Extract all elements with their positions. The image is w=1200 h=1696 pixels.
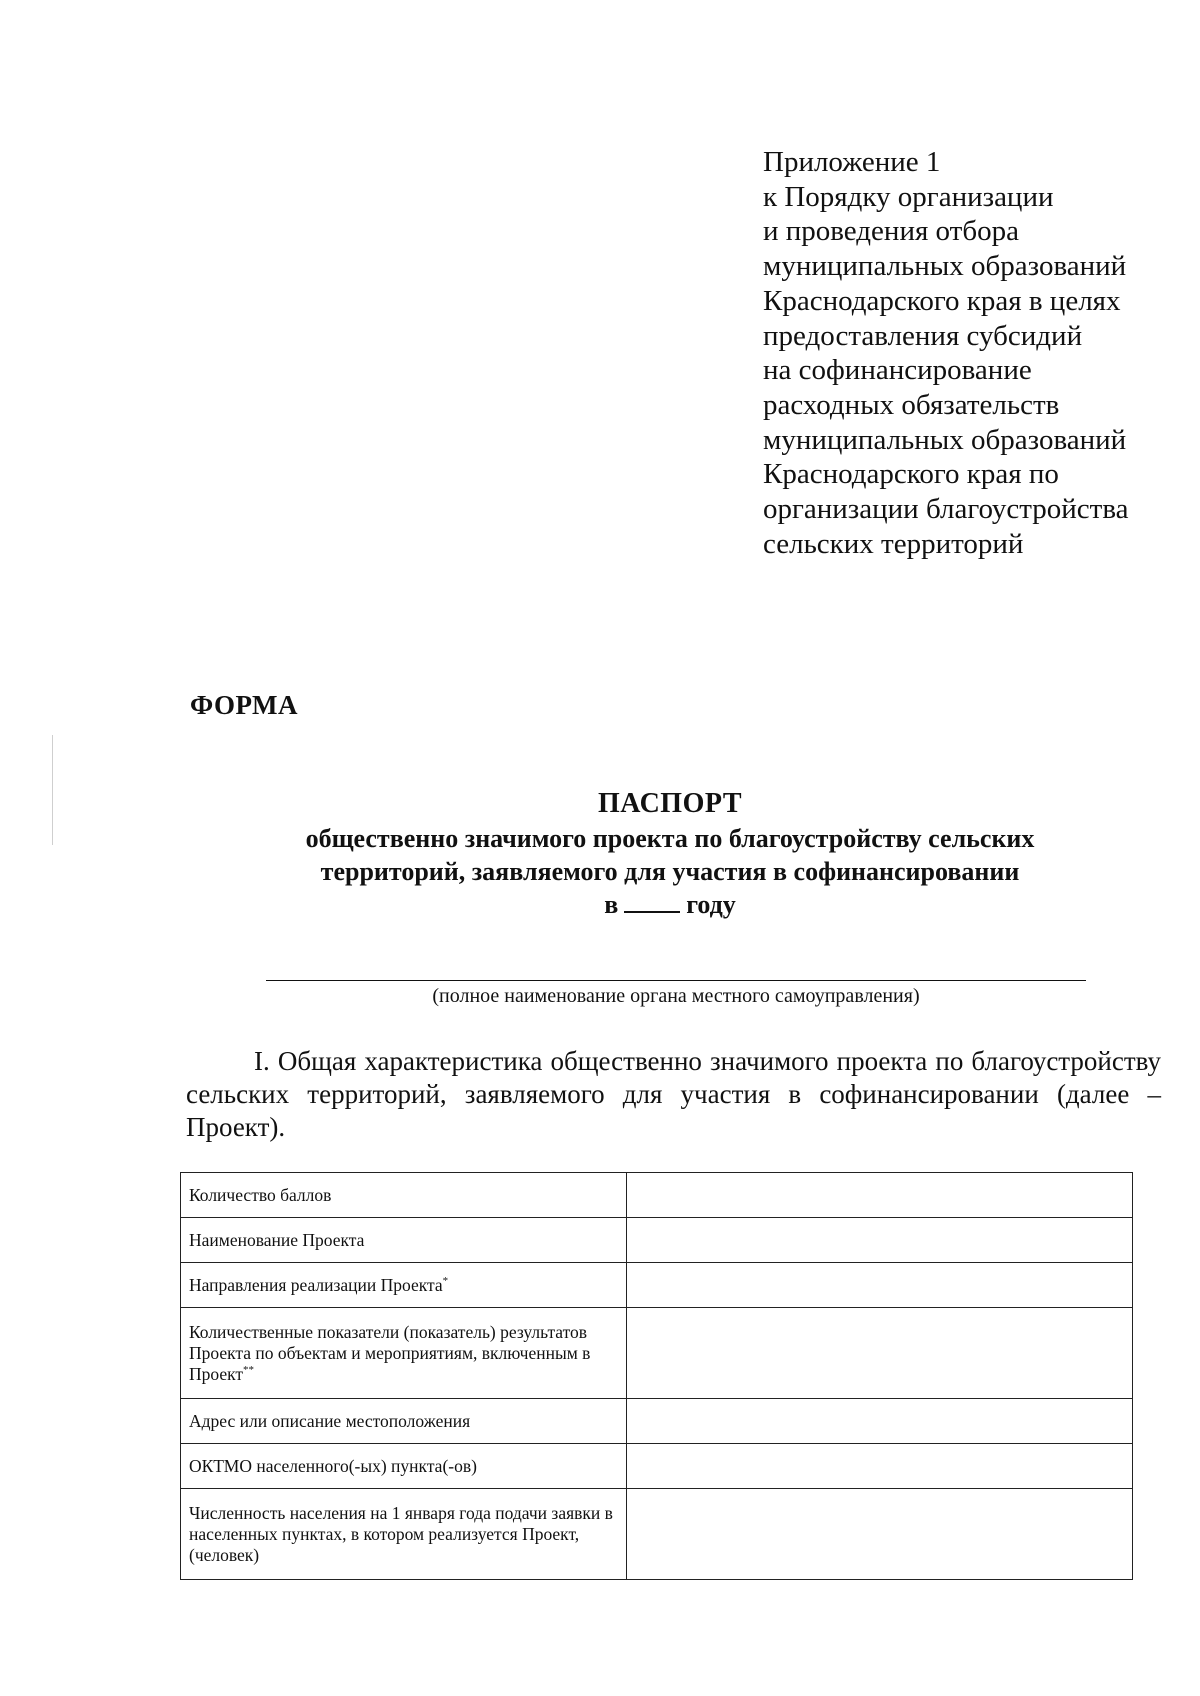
title-line-2: территорий, заявляемого для участия в софинансировании (320, 857, 1020, 886)
form-label: ФОРМА (190, 690, 298, 720)
annex-line: муниципальных образований (763, 250, 1127, 283)
table-row (181, 1444, 1133, 1489)
table-row (181, 1263, 1133, 1308)
table-row (181, 1173, 1133, 1218)
title-line-1: общественно значимого проекта по благоустройству сельских (305, 824, 1035, 853)
annex-line: муниципальных образований (763, 423, 1127, 456)
row-label: Численность населения на 1 января года подачи заявки в населенных пунктах, в котором реализуется Проект, (человек) (181, 1489, 627, 1580)
annex-line: Краснодарского края по (763, 458, 1059, 491)
year-prefix: в (604, 890, 619, 919)
row-label: Наименование Проекта (181, 1218, 627, 1263)
row-label: ОКТМО населенного(-ых) пункта(-ов) (181, 1444, 627, 1489)
annex-line: на софинансирование (763, 354, 1032, 387)
annex-line: сельских территорий (763, 527, 1024, 560)
annex-line: к Порядку организации (763, 180, 1054, 213)
row-label: Количественные показатели (показатель) результатов Проекта по объектам и мероприятиям, включенным в Проект** (181, 1308, 627, 1399)
row-value-cell[interactable] (627, 1218, 1133, 1263)
org-name-field-line[interactable] (266, 980, 1086, 981)
annex-line: предоставления субсидий (763, 319, 1083, 352)
year-blank-field[interactable] (624, 889, 680, 913)
annex-header (763, 145, 1163, 561)
row-value-cell[interactable] (627, 1489, 1133, 1580)
row-value-cell[interactable] (627, 1173, 1133, 1218)
annex-line: Краснодарского края в целях (763, 284, 1121, 317)
scan-edge-mark (52, 735, 53, 845)
footnote-mark: ** (243, 1363, 255, 1376)
table-row (181, 1308, 1133, 1399)
table-row (181, 1489, 1133, 1580)
row-value-cell[interactable] (627, 1444, 1133, 1489)
annex-line: Приложение 1 (763, 146, 941, 178)
row-value-cell[interactable] (627, 1308, 1133, 1399)
footnote-mark: * (442, 1274, 449, 1287)
row-label: Адрес или описание местоположения (181, 1399, 627, 1444)
row-label: Направления реализации Проекта* (181, 1263, 627, 1308)
annex-line: организации благоустройства (763, 493, 1129, 526)
title-year-line (200, 888, 1140, 921)
org-name-caption: (полное наименование органа местного самоуправления) (432, 985, 920, 1007)
passport-table (180, 1172, 1133, 1580)
row-value-cell[interactable] (627, 1399, 1133, 1444)
section-intro: I. Общая характеристика общественно значимого проекта по благоустройству сельских территорий, заявляемого для участия в софинансировании (далее – Проект). (186, 1046, 1161, 1142)
annex-line: и проведения отбора (763, 215, 1019, 248)
passport-title (200, 786, 1140, 921)
table-row (181, 1399, 1133, 1444)
row-value-cell[interactable] (627, 1263, 1133, 1308)
title-main: ПАСПОРТ (597, 788, 742, 819)
row-label: Количество баллов (181, 1173, 627, 1218)
table-row (181, 1218, 1133, 1263)
annex-line: расходных обязательств (763, 388, 1060, 421)
year-suffix: году (686, 890, 736, 919)
